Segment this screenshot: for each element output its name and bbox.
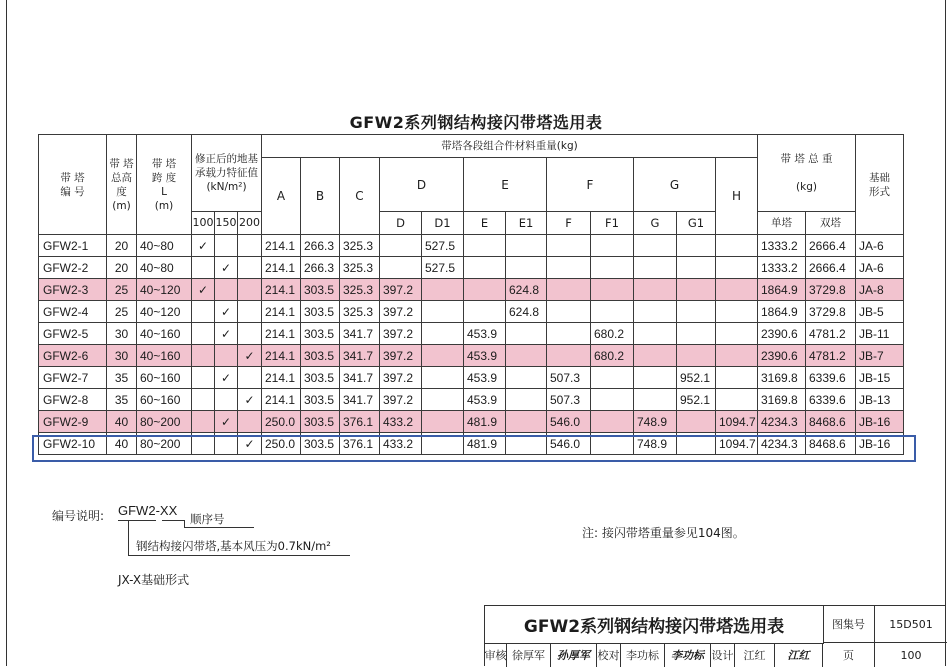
total-single: 1864.9 <box>758 301 806 323</box>
weight-e1 <box>506 323 547 345</box>
header-span-unit: (m) <box>154 199 174 212</box>
weight-d: 397.2 <box>380 279 422 301</box>
legend-series-desc: 钢结构接闪带塔,基本风压为0.7kN/m² <box>136 539 331 553</box>
bearing-check-100 <box>192 235 215 257</box>
weight-a: 250.0 <box>262 433 301 455</box>
foundation-type: JA-8 <box>856 279 904 301</box>
weight-a: 214.1 <box>262 367 301 389</box>
foundation-type: JB-7 <box>856 345 904 367</box>
title-block-title: GFW2系列钢结构接闪带塔选用表 <box>485 606 824 644</box>
bearing-check-150 <box>215 235 238 257</box>
header-sub-d: D <box>380 212 422 235</box>
bearing-check-100 <box>192 257 215 279</box>
header-span <box>137 135 192 235</box>
weight-d <box>380 235 422 257</box>
total-double: 3729.8 <box>806 301 856 323</box>
total-single: 3169.8 <box>758 367 806 389</box>
weight-c: 376.1 <box>340 411 380 433</box>
weight-b: 303.5 <box>301 323 340 345</box>
weight-e1 <box>506 257 547 279</box>
weight-d1 <box>422 367 464 389</box>
selected-row-outline <box>32 435 916 462</box>
table-row <box>39 345 904 367</box>
weight-e1 <box>506 345 547 367</box>
check-name: 李功标 <box>621 643 665 667</box>
table-body <box>39 235 904 455</box>
total-double: 4781.2 <box>806 323 856 345</box>
weight-e: 453.9 <box>464 323 506 345</box>
table-header <box>39 135 904 235</box>
weight-d1 <box>422 345 464 367</box>
foundation-type: JA-6 <box>856 257 904 279</box>
weight-d: 397.2 <box>380 301 422 323</box>
weight-b: 303.5 <box>301 433 340 455</box>
table-row <box>39 301 904 323</box>
bearing-check-100 <box>192 301 215 323</box>
bearing-check-150 <box>215 389 238 411</box>
header-weight-group-label: 带塔各段组合件材料重量(kg) <box>441 140 578 152</box>
weight-c: 341.7 <box>340 367 380 389</box>
tower-code: GFW2-2 <box>39 257 107 279</box>
weight-f1 <box>591 301 634 323</box>
check-mark-icon: ✓ <box>244 348 255 363</box>
weight-g <box>634 323 677 345</box>
bearing-check-150 <box>215 323 238 345</box>
total-double: 2666.4 <box>806 235 856 257</box>
weight-f1 <box>591 279 634 301</box>
table-row <box>39 367 904 389</box>
tower-height: 20 <box>107 235 137 257</box>
tower-span: 40~120 <box>137 301 192 323</box>
tower-height: 25 <box>107 301 137 323</box>
bearing-check-150 <box>215 411 238 433</box>
table-row <box>39 235 904 257</box>
bearing-check-200 <box>238 301 262 323</box>
tower-code: GFW2-1 <box>39 235 107 257</box>
weight-c: 341.7 <box>340 323 380 345</box>
header-seg-b: B <box>301 158 340 235</box>
header-sub-d1: D1 <box>422 212 464 235</box>
weight-g1 <box>677 411 716 433</box>
header-sub-e: E <box>464 212 506 235</box>
header-height <box>107 135 137 235</box>
weight-g1: 952.1 <box>677 389 716 411</box>
header-single: 单塔 <box>758 212 806 235</box>
tower-span: 40~160 <box>137 345 192 367</box>
weight-h <box>716 301 758 323</box>
header-height-unit: (m) <box>112 199 131 212</box>
legend-leader-series-h <box>128 555 350 556</box>
header-bearing-100: 100 <box>192 212 215 235</box>
weight-f1 <box>591 389 634 411</box>
header-seg-g: G <box>634 158 716 212</box>
weight-e <box>464 235 506 257</box>
weight-c: 376.1 <box>340 433 380 455</box>
legend-leader-series <box>128 520 129 556</box>
weight-b: 266.3 <box>301 235 340 257</box>
header-height-label: 带 塔 总高度 <box>109 157 134 198</box>
page-number: 100 <box>900 648 922 662</box>
check-mark-icon: ✓ <box>220 260 232 275</box>
header-total-weight-label: 带 塔 总 重 <box>780 153 833 165</box>
table-row <box>39 279 904 301</box>
bearing-check-100 <box>192 411 215 433</box>
weight-f: 546.0 <box>547 411 591 433</box>
weight-e1 <box>506 367 547 389</box>
weight-d1 <box>422 301 464 323</box>
legend-label: 编号说明: <box>52 509 105 523</box>
foundation-type: JB-11 <box>856 323 904 345</box>
tower-height: 40 <box>107 411 137 433</box>
header-bearing-150: 150 <box>215 212 238 235</box>
weight-c: 341.7 <box>340 389 380 411</box>
weight-e1 <box>506 411 547 433</box>
foundation-type: JB-16 <box>856 433 904 455</box>
design-name: 江红 <box>735 643 775 667</box>
weight-d: 397.2 <box>380 345 422 367</box>
weight-d: 397.2 <box>380 389 422 411</box>
weight-g <box>634 389 677 411</box>
weight-f: 507.3 <box>547 389 591 411</box>
foundation-type: JB-16 <box>856 411 904 433</box>
total-double: 2666.4 <box>806 257 856 279</box>
total-double: 4781.2 <box>806 345 856 367</box>
weight-g: 748.9 <box>634 411 677 433</box>
weight-f <box>547 323 591 345</box>
legend-seq-label: 顺序号 <box>190 512 225 526</box>
atlas-label: 图集号 <box>823 606 875 643</box>
tower-span: 40~160 <box>137 323 192 345</box>
weight-f1: 680.2 <box>591 323 634 345</box>
foundation-type: JA-6 <box>856 235 904 257</box>
header-seg-d: D <box>380 158 464 212</box>
tower-span: 80~200 <box>137 433 192 455</box>
review-label: 审核 <box>485 643 507 667</box>
weight-e: 453.9 <box>464 367 506 389</box>
legend-underline-suffix <box>162 520 184 521</box>
weight-a: 250.0 <box>262 411 301 433</box>
legend-foundation-code: JX-X基础形式 <box>118 573 190 587</box>
bearing-check-200 <box>238 389 262 411</box>
table-row <box>39 323 904 345</box>
header-bearing-label: 修正后的地基 承载力特征值 (kN/m²) <box>195 153 258 193</box>
sheet-title: GFW2系列钢结构接闪带塔选用表 <box>349 113 603 132</box>
weight-g1: 952.1 <box>677 367 716 389</box>
weight-d1: 527.5 <box>422 235 464 257</box>
header-bearing <box>192 135 262 212</box>
weight-c: 325.3 <box>340 301 380 323</box>
weight-d: 397.2 <box>380 367 422 389</box>
bearing-check-200 <box>238 367 262 389</box>
weight-e <box>464 301 506 323</box>
weight-f1 <box>591 257 634 279</box>
header-sub-e1: E1 <box>506 212 547 235</box>
header-code-label: 带 塔 编 号 <box>60 171 85 198</box>
weight-e <box>464 257 506 279</box>
weight-d: 433.2 <box>380 433 422 455</box>
legend-code-prefix: GFW2 <box>118 503 156 518</box>
tower-span: 40~120 <box>137 279 192 301</box>
total-single: 4234.3 <box>758 433 806 455</box>
weight-g <box>634 257 677 279</box>
weight-d1: 527.5 <box>422 257 464 279</box>
header-sub-g: G <box>634 212 677 235</box>
tower-code: GFW2-5 <box>39 323 107 345</box>
total-double: 8468.6 <box>806 433 856 455</box>
check-mark-icon: ✓ <box>220 370 232 385</box>
weight-g1 <box>677 345 716 367</box>
selection-table <box>38 134 904 455</box>
weight-e: 453.9 <box>464 345 506 367</box>
total-double: 8468.6 <box>806 411 856 433</box>
bearing-check-150 <box>215 257 238 279</box>
total-single: 1864.9 <box>758 279 806 301</box>
weight-d1 <box>422 279 464 301</box>
weight-f1 <box>591 411 634 433</box>
weight-d <box>380 257 422 279</box>
bearing-check-150 <box>215 367 238 389</box>
total-single: 1333.2 <box>758 257 806 279</box>
weight-g1 <box>677 279 716 301</box>
foundation-type: JB-5 <box>856 301 904 323</box>
design-label: 设计 <box>711 643 735 667</box>
weight-g <box>634 235 677 257</box>
total-single: 4234.3 <box>758 411 806 433</box>
weight-h <box>716 323 758 345</box>
weight-b: 303.5 <box>301 411 340 433</box>
weight-g1 <box>677 257 716 279</box>
header-seg-a: A <box>262 158 301 235</box>
weight-b: 303.5 <box>301 345 340 367</box>
weight-a: 214.1 <box>262 257 301 279</box>
legend-underline-prefix <box>118 520 156 521</box>
tower-code: GFW2-4 <box>39 301 107 323</box>
bearing-check-100 <box>192 389 215 411</box>
tower-height: 40 <box>107 433 137 455</box>
foundation-type: JB-13 <box>856 389 904 411</box>
header-sub-g1: G1 <box>677 212 716 235</box>
review-name: 徐厚军 <box>507 643 551 667</box>
weight-h: 1094.7 <box>716 411 758 433</box>
bearing-check-100 <box>192 323 215 345</box>
weight-h: 1094.7 <box>716 433 758 455</box>
total-single: 1333.2 <box>758 235 806 257</box>
weight-e1 <box>506 235 547 257</box>
bearing-check-100 <box>192 367 215 389</box>
bearing-check-100 <box>192 279 215 301</box>
check-mark-icon: ✓ <box>197 282 209 297</box>
weight-h <box>716 279 758 301</box>
total-single: 2390.6 <box>758 345 806 367</box>
review-signature: 孙厚军 <box>551 643 597 667</box>
weight-c: 325.3 <box>340 279 380 301</box>
weight-d1 <box>422 411 464 433</box>
header-span-label: 带 塔 跨 度 L <box>151 157 177 198</box>
weight-g1 <box>677 323 716 345</box>
tower-height: 30 <box>107 323 137 345</box>
header-sub-f1: F1 <box>591 212 634 235</box>
weight-h <box>716 389 758 411</box>
header-sub-f: F <box>547 212 591 235</box>
weight-f <box>547 301 591 323</box>
legend-code <box>118 503 177 518</box>
weight-e1: 624.8 <box>506 279 547 301</box>
weight-d: 397.2 <box>380 323 422 345</box>
header-foundation-label: 基础 形式 <box>869 171 890 198</box>
weight-d: 433.2 <box>380 411 422 433</box>
weight-b: 303.5 <box>301 301 340 323</box>
weight-c: 325.3 <box>340 235 380 257</box>
weight-g <box>634 279 677 301</box>
weight-f: 546.0 <box>547 433 591 455</box>
tower-height: 25 <box>107 279 137 301</box>
header-bearing-200: 200 <box>238 212 262 235</box>
weight-f1 <box>591 235 634 257</box>
weight-f1 <box>591 367 634 389</box>
bearing-check-200 <box>238 257 262 279</box>
tower-code: GFW2-7 <box>39 367 107 389</box>
weight-e: 481.9 <box>464 411 506 433</box>
weight-b: 303.5 <box>301 367 340 389</box>
tower-code: GFW2-8 <box>39 389 107 411</box>
check-mark-icon: ✓ <box>220 414 232 429</box>
bearing-check-200 <box>238 345 262 367</box>
tower-span: 80~200 <box>137 411 192 433</box>
weight-a: 214.1 <box>262 279 301 301</box>
weight-f <box>547 257 591 279</box>
header-seg-h: H <box>716 158 758 235</box>
weight-g <box>634 345 677 367</box>
tower-span: 60~160 <box>137 367 192 389</box>
bearing-check-200 <box>238 323 262 345</box>
weight-g1 <box>677 235 716 257</box>
check-label: 校对 <box>597 643 621 667</box>
header-foundation <box>856 135 904 235</box>
header-seg-f: F <box>547 158 634 212</box>
weight-a: 214.1 <box>262 301 301 323</box>
title-block <box>484 605 946 666</box>
weight-e1: 624.8 <box>506 301 547 323</box>
weight-f <box>547 279 591 301</box>
weight-c: 325.3 <box>340 257 380 279</box>
weight-a: 214.1 <box>262 235 301 257</box>
table-row <box>39 411 904 433</box>
weight-a: 214.1 <box>262 389 301 411</box>
bearing-check-100 <box>192 345 215 367</box>
total-double: 6339.6 <box>806 389 856 411</box>
check-signature: 李功标 <box>665 643 711 667</box>
weight-h <box>716 367 758 389</box>
header-total-weight <box>758 135 856 212</box>
weight-g <box>634 367 677 389</box>
header-seg-e: E <box>464 158 547 212</box>
weight-b: 266.3 <box>301 257 340 279</box>
total-double: 3729.8 <box>806 279 856 301</box>
weight-h <box>716 345 758 367</box>
weight-b: 303.5 <box>301 279 340 301</box>
tower-code: GFW2-9 <box>39 411 107 433</box>
weight-e: 453.9 <box>464 389 506 411</box>
total-single: 3169.8 <box>758 389 806 411</box>
weight-h <box>716 235 758 257</box>
total-double: 6339.6 <box>806 367 856 389</box>
tower-height: 20 <box>107 257 137 279</box>
check-mark-icon: ✓ <box>220 326 232 341</box>
tower-code: GFW2-10 <box>39 433 107 455</box>
design-signature: 江红 <box>775 643 823 667</box>
tower-height: 30 <box>107 345 137 367</box>
weight-a: 214.1 <box>262 345 301 367</box>
weight-e1 <box>506 389 547 411</box>
weight-f <box>547 345 591 367</box>
weight-a: 214.1 <box>262 323 301 345</box>
bearing-check-200 <box>238 279 262 301</box>
weight-g1 <box>677 301 716 323</box>
weight-e: 481.9 <box>464 433 506 455</box>
tower-span: 40~80 <box>137 257 192 279</box>
weight-f1: 680.2 <box>591 345 634 367</box>
weight-e <box>464 279 506 301</box>
legend-code-suffix: -XX <box>155 503 178 518</box>
weight-f: 507.3 <box>547 367 591 389</box>
bearing-check-200 <box>238 235 262 257</box>
check-mark-icon: ✓ <box>197 238 209 253</box>
header-total-weight-unit: (kg) <box>796 181 817 193</box>
weight-d1 <box>422 389 464 411</box>
header-weight-group <box>262 135 758 158</box>
header-code <box>39 135 107 235</box>
bearing-check-150 <box>215 301 238 323</box>
check-mark-icon: ✓ <box>220 304 232 319</box>
tower-code: GFW2-6 <box>39 345 107 367</box>
bearing-check-150 <box>215 279 238 301</box>
header-double: 双塔 <box>806 212 856 235</box>
weight-g <box>634 301 677 323</box>
tower-span: 40~80 <box>137 235 192 257</box>
page-label: 页 <box>823 643 875 667</box>
header-seg-c: C <box>340 158 380 235</box>
weight-d1 <box>422 323 464 345</box>
weight-h <box>716 257 758 279</box>
tower-code: GFW2-3 <box>39 279 107 301</box>
tower-span: 60~160 <box>137 389 192 411</box>
atlas-number: 15D501 <box>875 606 947 643</box>
weight-note: 注: 接闪带塔重量参见104图。 <box>582 526 745 540</box>
table-row <box>39 389 904 411</box>
table-row <box>39 257 904 279</box>
weight-f <box>547 235 591 257</box>
bearing-check-150 <box>215 345 238 367</box>
tower-height: 35 <box>107 389 137 411</box>
total-single: 2390.6 <box>758 323 806 345</box>
legend-leader-seq-h <box>184 527 254 528</box>
weight-b: 303.5 <box>301 389 340 411</box>
tower-height: 35 <box>107 367 137 389</box>
weight-g: 748.9 <box>634 433 677 455</box>
bearing-check-200 <box>238 411 262 433</box>
foundation-type: JB-15 <box>856 367 904 389</box>
check-mark-icon: ✓ <box>244 392 255 407</box>
check-mark-icon: ✓ <box>244 436 255 451</box>
weight-c: 341.7 <box>340 345 380 367</box>
